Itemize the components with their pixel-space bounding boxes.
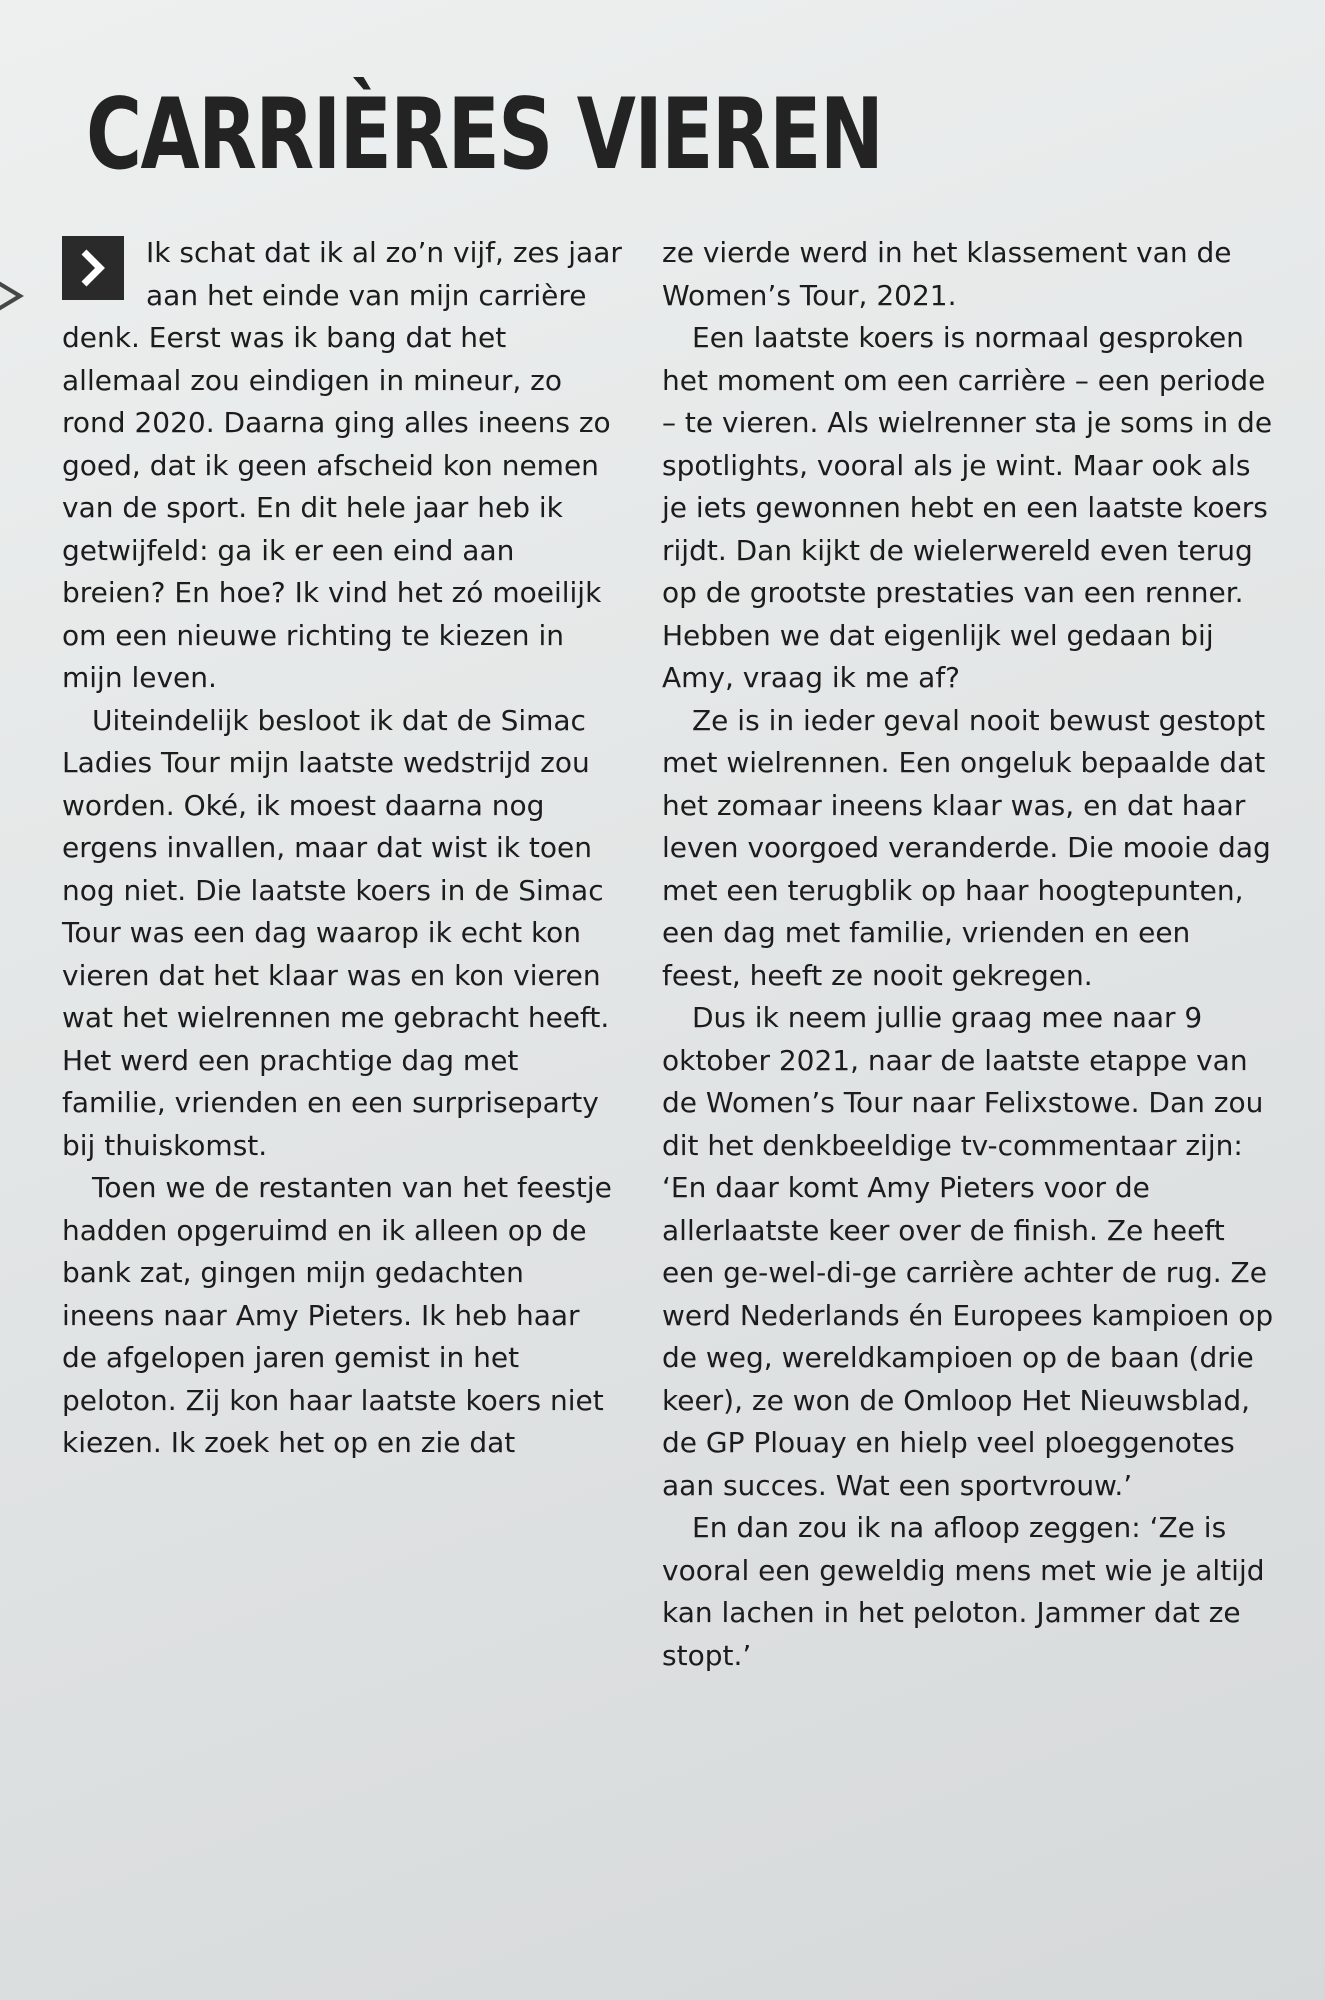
article-column-left — [62, 232, 622, 1465]
paragraph: Ik schat dat ik al zo’n vijf, zes jaar aan het einde van mijn carrière denk. Eerst was ik bang dat het allemaal zou eindigen in mineur, zo rond 2020. Daarna ging alles ineens zo goed, dat ik geen afscheid kon nemen van de sport. En dit hele jaar heb ik getwijfeld: ga ik er een eind aan breien? En hoe? Ik vind het zó moeilijk om een nieuwe richting te kiezen in mijn leven. — [62, 236, 622, 694]
paragraph: Een laatste koers is normaal gesproken het moment om een carrière – een periode – te vieren. Als wielrenner sta je soms in de spotlights, vooral als je wint. Maar ook als je iets gewonnen hebt en een laatste koers rijdt. Dan kijkt de wielerwereld even terug op de grootste prestaties van een renner. Hebben we dat eigenlijk wel gedaan bij Amy, vraag ik me af? — [662, 321, 1273, 694]
paragraph: ze vierde werd in het klassement van de Women’s Tour, 2021. — [662, 236, 1232, 312]
page-edge-arrow-icon — [0, 278, 24, 314]
paragraph: Uiteindelijk besloot ik dat de Simac Ladies Tour mijn laatste wedstrijd zou worden. Oké, ik moest daarna nog ergens invallen, maar dat wist ik toen nog niet. Die laatste koers in de Simac Tour was een dag waarop ik echt kon vieren dat het klaar was en kon vieren wat het wielrennen me gebracht heeft. Het werd een prachtige dag met familie, vrienden en een surpriseparty bij thuiskomst. — [62, 703, 610, 1162]
paragraph: Ze is in ieder geval nooit bewust gestopt met wielrennen. Een ongeluk bepaalde dat het zomaar ineens klaar was, en dat haar leven voorgoed veranderde. Die mooie dag met een terugblik op haar hoogtepunten, een dag met familie, vrienden en een feest, heeft ze nooit gekregen. — [662, 703, 1271, 992]
paragraph: Toen we de restanten van het feestje hadden opgeruimd en ik alleen op de bank zat, gingen mijn gedachten ineens naar Amy Pieters. Ik heb haar de afgelopen jaren gemist in het peloton. Zij kon haar laatste koers niet kiezen. Ik zoek het op en zie dat — [62, 1171, 612, 1459]
paragraph: Dus ik neem jullie graag mee naar 9 oktober 2021, naar de laatste etappe van de Women’s Tour naar Felixstowe. Dan zou dit het denkbeeldige tv-commentaar zijn: ‘En daar komt Amy Pieters voor de allerlaatste keer over de finish. Ze heeft een ge-wel-di-ge carrière achter de rug. Ze werd Nederlands én Europees kampioen op de weg, wereldkampioen op de baan (drie keer), ze won de Omloop Het Nieuwsblad, de GP Plouay en hielp veel ploeggenotes aan succes. Wat een sportvrouw.’ — [662, 1001, 1274, 1502]
chevron-right-icon — [62, 236, 124, 300]
article-title: CARRIÈRES VIEREN — [86, 78, 883, 192]
paragraph: En dan zou ik na afloop zeggen: ‘Ze is vooral een geweldig mens met wie je altijd kan lachen in het peloton. Jammer dat ze stopt.’ — [662, 1511, 1265, 1672]
article-column-right — [662, 232, 1274, 1677]
